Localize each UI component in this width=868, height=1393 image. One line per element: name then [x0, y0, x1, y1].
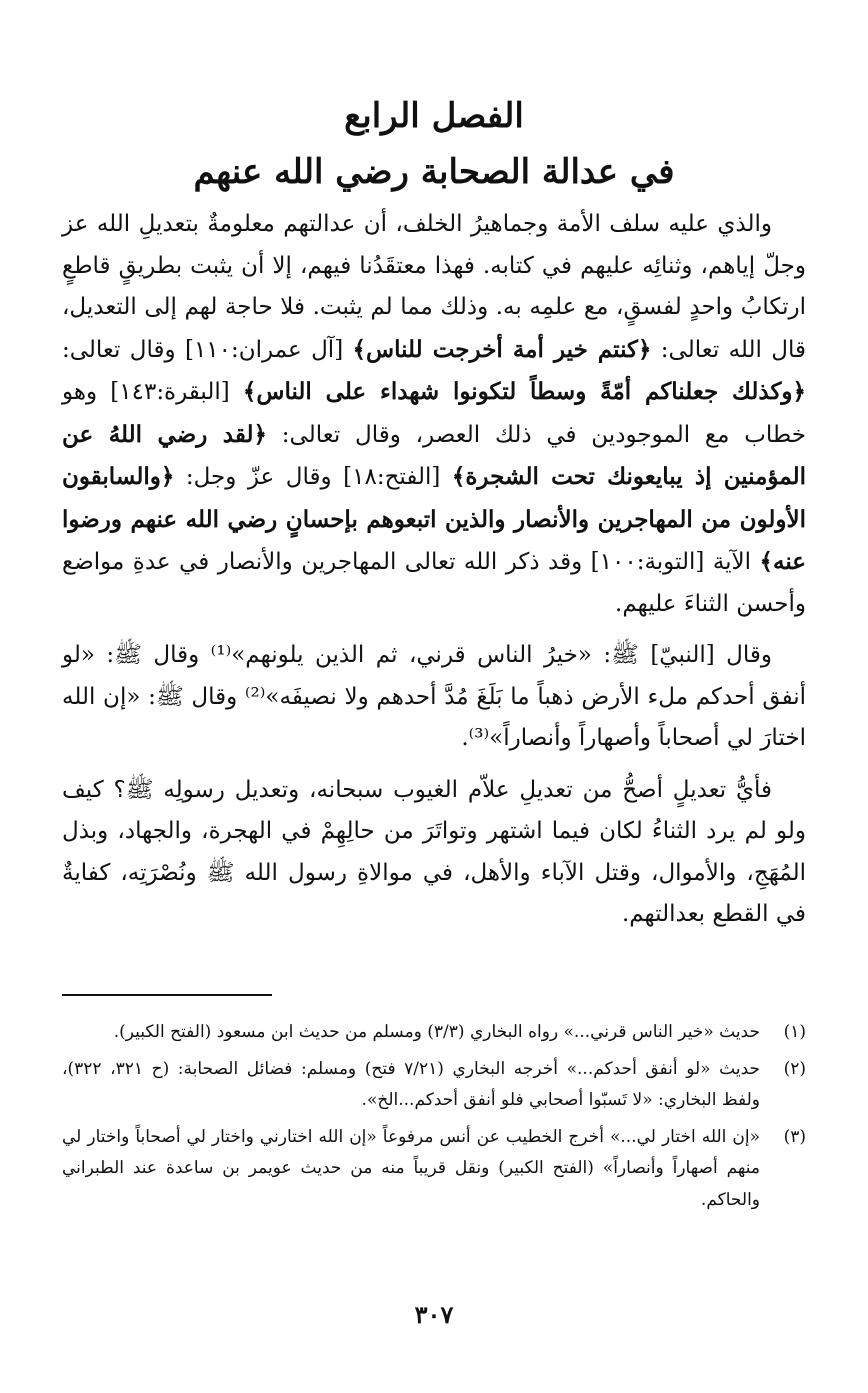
- paragraph-text: [الفتح:١٨] وقال عزّ وجل:: [174, 464, 452, 490]
- chapter-subtitle: في عدالة الصحابة رضي الله عنهم: [193, 152, 675, 192]
- paragraph-text: والذي عليه سلف الأمة وجماهيرُ الخلف، أن عدالتهم معلومةٌ بتعديلِ الله عز وجلّ إياهم، وثنائِه عليهم في كتابه. فهذا معتقَدُنا فيهم، إلا أن يثبت بطريقٍ قاطعٍ ارتكابُ واحدٍ لفسقٍ، مع علمِه به. وذلك مما لم يثبت. فلا حاجة لهم إلى التعديل، قال الله تعالى:: [62, 211, 806, 363]
- footnote-text: حديث «لو أنفق أحدكم...» أخرجه البخاري (٧/٢١ فتح) ومسلم: فضائل الصحابة: (ح ٣٢١، ٣٢٢)، ولفظ البخاري: «لا تَسبّوا أصحابي فلو أنفق أحدكم...الخ».: [62, 1058, 760, 1110]
- paragraph-text: فأيُّ تعديلٍ أصحُّ من تعديلِ علاّم الغيوب سبحانه، وتعديل رسولِه ﷺ؟ كيف ولو لم يرد الثناءُ لكان فيما اشتهر وتواتَرَ من حالِهِمْ في الهجرة، والجهاد، وبذل المُهَجِ، والأموال، وقتل الآباء والأهل، في موالاةِ رسول الله ﷺ ونُصْرَتِه، كفايةٌ في القطع بعدالتهم.: [62, 776, 806, 927]
- paragraph-text: [البقرة:١٤٣] وهو خطاب مع الموجودين في ذلك العصر، وقال تعالى:: [62, 379, 806, 448]
- footnote-3: [62, 1122, 806, 1217]
- paragraph-3: [62, 770, 806, 936]
- paragraph-text: وقال [النبيّ] ﷺ: «خيرُ الناس قرني، ثم الذين يلونهم»⁽¹⁾ وقال ﷺ: «لو أنفق أحدكم ملء الأرض ذهباً ما بَلَغَ مُدَّ أحدهم ولا نصيفَه»⁽²⁾ وقال ﷺ: «إن الله اختارَ لي أصحاباً وأصهاراً وأنصاراً»⁽³⁾.: [62, 642, 806, 751]
- paragraph-2: [62, 635, 806, 760]
- footnote-number: (٣): [783, 1126, 806, 1147]
- footnote-number: (٢): [783, 1058, 806, 1079]
- quran-quote: ﴿كنتم خير أمة أخرجت للناس﴾: [352, 335, 652, 363]
- footnote-text: «إن الله اختار لي...» أخرج الخطيب عن أنس مرفوعاً «إن الله اختارني واختار لي أصحاباً واختار لي منهم أصهاراً وأنصاراً» (الفتح الكبير) ونقل قريباً منه من حديث عويمر بن ساعدة عند الطبراني والحاكم.: [62, 1126, 760, 1210]
- paragraph-text: [آل عمران:١١٠] وقال تعالى:: [62, 336, 353, 363]
- footnote-2: [62, 1054, 806, 1117]
- quran-quote: ﴿لقد رضي اللهُ عن المؤمنين إذ يبايعونك تحت الشجرة﴾: [62, 420, 806, 490]
- footnote-divider: [62, 994, 272, 996]
- page-number: ٣٠٧: [414, 1300, 454, 1329]
- footnote-text: حديث «خير الناس قرني...» رواه البخاري (٣/٣) ومسلم من حديث ابن مسعود (الفتح الكبير).: [113, 1022, 760, 1042]
- paragraph-text: الآية [التوبة:١٠٠] وقد ذكر الله تعالى المهاجرين والأنصار في عدةِ مواضع وأحسن الثناءَ عليهم.: [62, 549, 806, 617]
- footnote-number: (١): [783, 1022, 806, 1042]
- footnotes: [62, 1017, 806, 1221]
- quran-quote: ﴿وكذلك جعلناكم أمّةً وسطاً لتكونوا شهداء على الناس﴾: [242, 378, 807, 405]
- paragraph-1: [62, 204, 806, 625]
- footnote-1: [62, 1017, 806, 1049]
- quran-quote: ﴿والسابقون الأولون من المهاجرين والأنصار والذين اتبعوهم بإحسانٍ رضي الله عنهم ورضوا عنه﴾: [62, 463, 806, 575]
- chapter-title: الفصل الرابع: [344, 96, 524, 136]
